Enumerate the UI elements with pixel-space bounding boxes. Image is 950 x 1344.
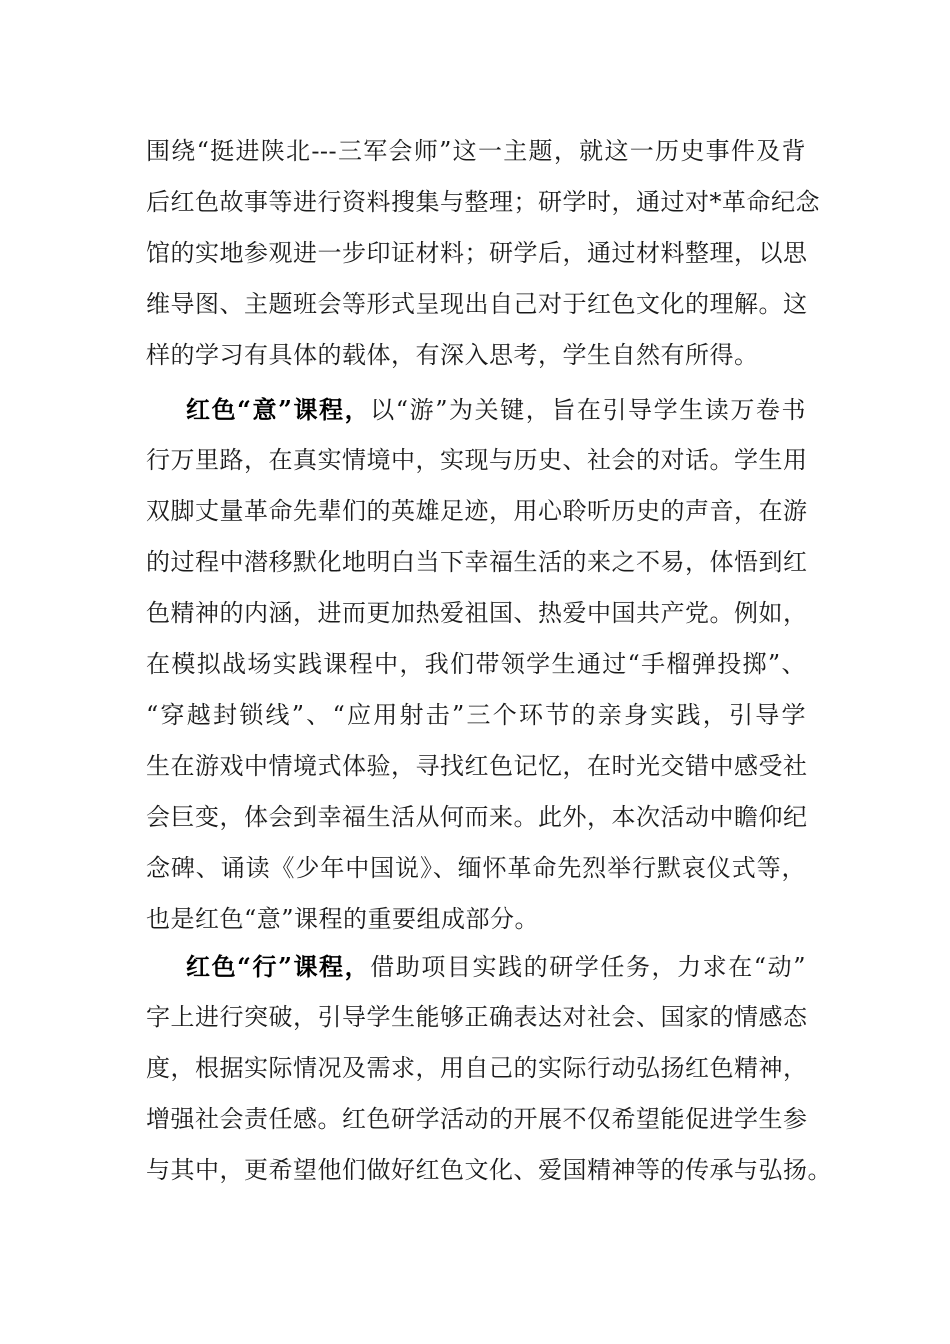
text-line: 字上进行突破，引导学生能够正确表达对社会、国家的情感态 [146, 1003, 808, 1031]
text-line: 念碑、诵读《少年中国说》、缅怀革命先烈举行默哀仪式等， [146, 854, 806, 882]
text-line: 生在游戏中情境式体验，寻找红色记忆，在时光交错中感受社 [146, 752, 808, 780]
text-line: 在模拟战场实践课程中，我们带领学生通过“手榴弹投掷”、 [146, 650, 806, 678]
text-line: “穿越封锁线”、“应用射击”三个环节的亲身实践，引导学 [146, 701, 806, 729]
text-line: 增强社会责任感。红色研学活动的开展不仅希望能促进学生参 [146, 1105, 808, 1133]
text-line-first [146, 941, 806, 992]
paragraph-xing-course [146, 941, 832, 1196]
text-run: 借助项目实践的研学任务，力求在“动” [370, 953, 806, 981]
text-line: 后红色故事等进行资料搜集与整理；研学时，通过对*革命纪念 [146, 188, 820, 216]
section-heading-xing: 红色“行”课程， [186, 952, 371, 981]
text-run: 以“游”为关键，旨在引导学生读万卷书 [370, 396, 806, 424]
paragraph-yi-course [146, 384, 806, 945]
text-line: 样的学习有具体的载体，有深入思考，学生自然有所得。 [146, 341, 759, 369]
text-line: 度，根据实际情况及需求，用自己的实际行动弘扬红色精神， [146, 1054, 808, 1082]
text-line: 色精神的内涵，进而更加热爱祖国、热爱中国共产党。例如， [146, 599, 808, 627]
text-line: 会巨变，体会到幸福生活从何而来。此外，本次活动中瞻仰纪 [146, 803, 808, 831]
text-line-first [146, 384, 806, 435]
text-line: 馆的实地参观进一步印证材料；研学后，通过材料整理，以思 [146, 239, 808, 267]
text-line: 围绕“挺进陕北---三军会师”这一主题，就这一历史事件及背 [146, 137, 806, 165]
text-line: 维导图、主题班会等形式呈现出自己对于红色文化的理解。这 [146, 290, 808, 318]
text-line: 与其中，更希望他们做好红色文化、爱国精神等的传承与弘扬。 [146, 1156, 832, 1184]
text-line: 的过程中潜移默化地明白当下幸福生活的来之不易，体悟到红 [146, 548, 808, 576]
paragraph-research-process [146, 126, 820, 381]
text-line: 也是红色“意”课程的重要组成部分。 [146, 905, 540, 933]
section-heading-yi: 红色“意”课程， [186, 395, 371, 424]
text-line: 行万里路，在真实情境中，实现与历史、社会的对话。学生用 [146, 446, 808, 474]
text-line: 双脚丈量革命先辈们的英雄足迹，用心聆听历史的声音，在游 [146, 497, 808, 525]
